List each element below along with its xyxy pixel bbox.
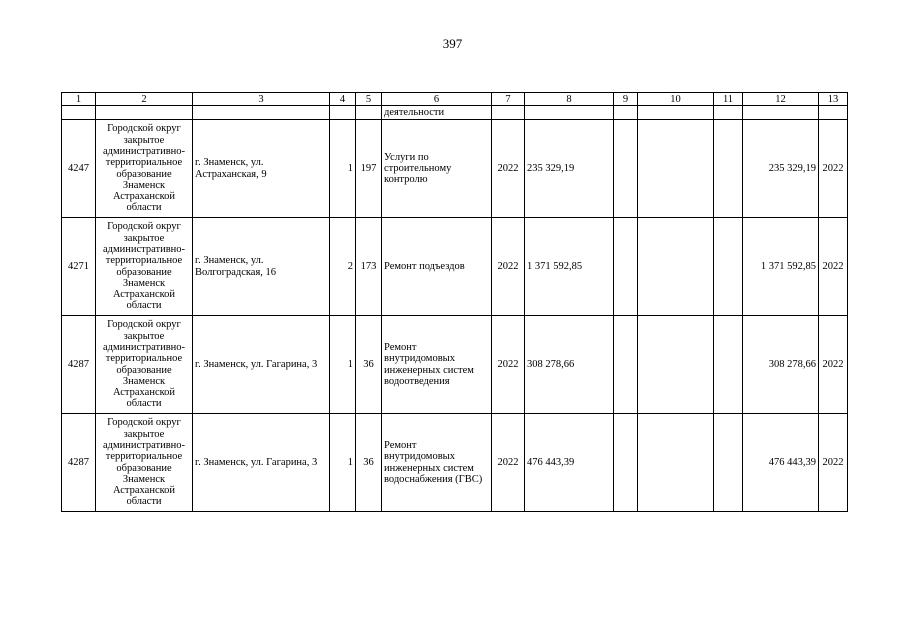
row-id: 4287 <box>62 316 96 414</box>
service-cell: Ремонт внутридомовых инженерных систем водоснабжения (ГВС) <box>382 414 492 512</box>
service-cell: Ремонт подъездов <box>382 218 492 316</box>
service-cell: Ремонт внутридомовых инженерных систем водоотведения <box>382 316 492 414</box>
col4-cell: 1 <box>330 414 356 512</box>
end-year-cell: 2022 <box>819 218 848 316</box>
column-header: 10 <box>638 93 714 106</box>
year-cell: 2022 <box>492 120 525 218</box>
col9-cell <box>614 120 638 218</box>
end-year-cell: 2022 <box>819 414 848 512</box>
col10-cell <box>638 120 714 218</box>
col11-cell <box>714 316 743 414</box>
column-header: 12 <box>743 93 819 106</box>
cost-cell: 476 443,39 <box>525 414 614 512</box>
total-cell: 235 329,19 <box>743 120 819 218</box>
column-header: 1 <box>62 93 96 106</box>
table-row <box>62 414 848 512</box>
column-header: 11 <box>714 93 743 106</box>
col9-cell <box>614 218 638 316</box>
column-header: 3 <box>193 93 330 106</box>
end-year-cell: 2022 <box>819 120 848 218</box>
year-cell: 2022 <box>492 316 525 414</box>
total-cell: 1 371 592,85 <box>743 218 819 316</box>
table-row <box>62 120 848 218</box>
table-row <box>62 218 848 316</box>
cost-cell: 308 278,66 <box>525 316 614 414</box>
column-header: 2 <box>96 93 193 106</box>
col10-cell <box>638 316 714 414</box>
column-header: 8 <box>525 93 614 106</box>
col11-cell <box>714 120 743 218</box>
address-cell: г. Знаменск, ул. Астраханская, 9 <box>193 120 330 218</box>
col5-cell: 36 <box>356 414 382 512</box>
address-cell: г. Знаменск, ул. Гагарина, 3 <box>193 414 330 512</box>
column-header: 6 <box>382 93 492 106</box>
col11-cell <box>714 218 743 316</box>
row-id: 4271 <box>62 218 96 316</box>
cost-cell: 1 371 592,85 <box>525 218 614 316</box>
total-cell: 476 443,39 <box>743 414 819 512</box>
col5-cell: 173 <box>356 218 382 316</box>
col4-cell: 1 <box>330 316 356 414</box>
column-header: 4 <box>330 93 356 106</box>
col9-cell <box>614 316 638 414</box>
address-cell: г. Знаменск, ул. Волгоградская, 16 <box>193 218 330 316</box>
end-year-cell: 2022 <box>819 316 848 414</box>
col11-cell <box>714 414 743 512</box>
col5-cell: 36 <box>356 316 382 414</box>
continuation-row <box>62 106 848 120</box>
year-cell: 2022 <box>492 414 525 512</box>
service-cell: Услуги по строительному контролю <box>382 120 492 218</box>
cost-cell: 235 329,19 <box>525 120 614 218</box>
col10-cell <box>638 218 714 316</box>
row-id: 4287 <box>62 414 96 512</box>
total-cell: 308 278,66 <box>743 316 819 414</box>
municipality-cell: Городской округ закрытое административно-территориальное образование Знаменск Астраханской области <box>96 120 193 218</box>
column-header: 7 <box>492 93 525 106</box>
municipality-cell: Городской округ закрытое административно-территориальное образование Знаменск Астраханской области <box>96 316 193 414</box>
row-id: 4247 <box>62 120 96 218</box>
municipality-cell: Городской округ закрытое административно-территориальное образование Знаменск Астраханской области <box>96 218 193 316</box>
col9-cell <box>614 414 638 512</box>
table-row <box>62 316 848 414</box>
page-number: 397 <box>442 36 463 51</box>
column-header: 5 <box>356 93 382 106</box>
municipality-cell: Городской округ закрытое административно-территориальное образование Знаменск Астраханской области <box>96 414 193 512</box>
year-cell: 2022 <box>492 218 525 316</box>
column-header: 9 <box>614 93 638 106</box>
column-number-row <box>62 93 848 106</box>
col4-cell: 1 <box>330 120 356 218</box>
column-header: 13 <box>819 93 848 106</box>
continuation-text: деятельности <box>382 106 492 120</box>
address-cell: г. Знаменск, ул. Гагарина, 3 <box>193 316 330 414</box>
col10-cell <box>638 414 714 512</box>
col5-cell: 197 <box>356 120 382 218</box>
registry-table <box>61 92 848 512</box>
col4-cell: 2 <box>330 218 356 316</box>
